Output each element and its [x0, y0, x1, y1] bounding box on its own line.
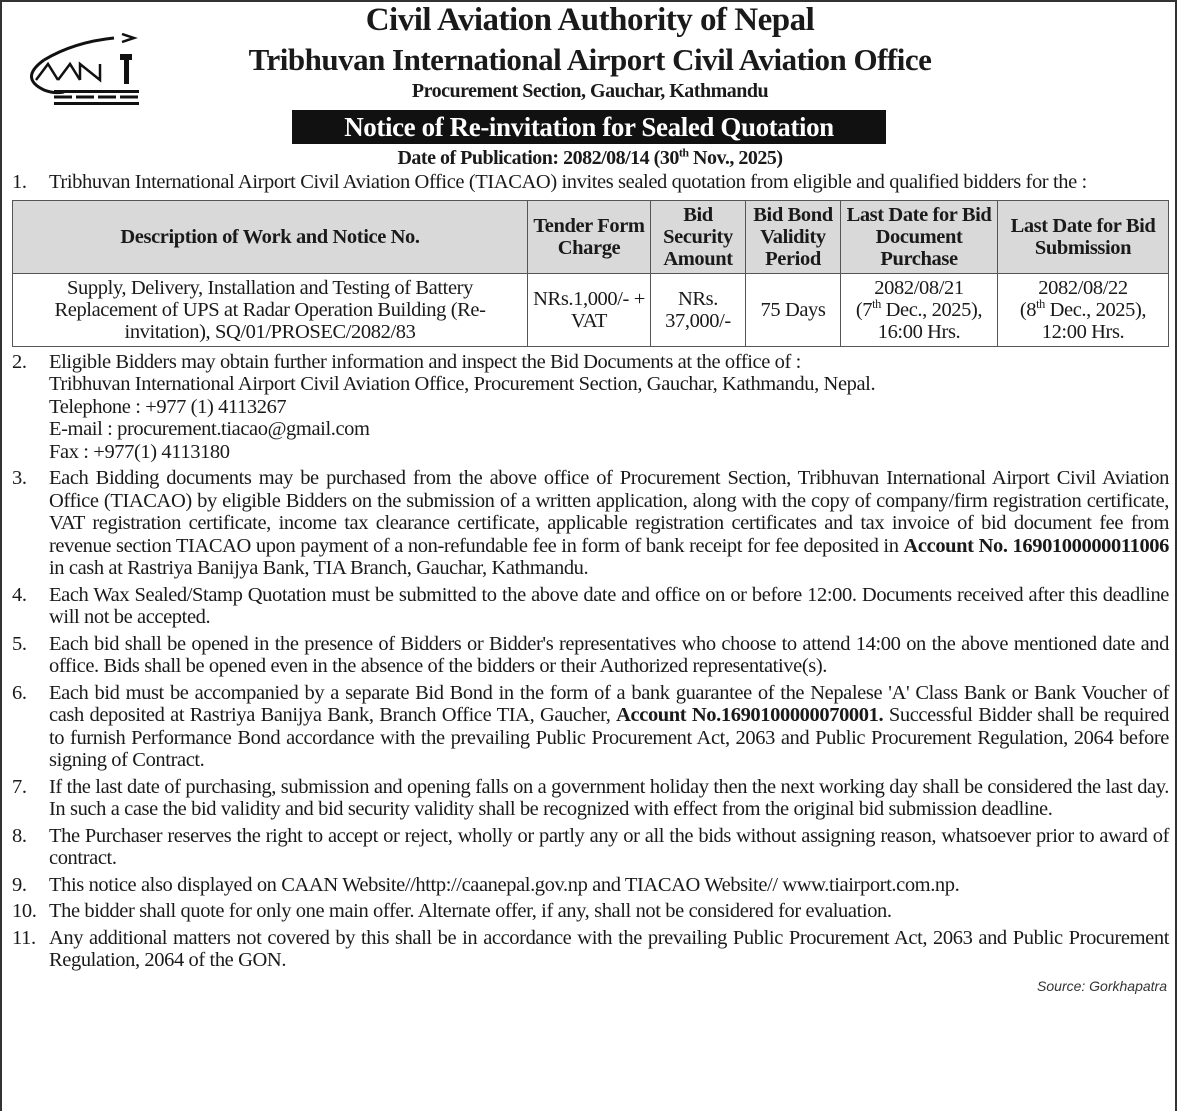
- cell-purchase-date: [841, 273, 998, 346]
- col-validity: Bid Bond Validity Period: [746, 200, 841, 273]
- date-ad: (8: [1019, 298, 1037, 321]
- clause-text: Tribhuvan International Airport Civil Aviation Office (TIACAO) invites sealed quotation from eligible and qualified bidders for the :: [49, 171, 1087, 193]
- account-number: Account No. 1690100000011006: [903, 534, 1169, 557]
- clause-text: If the last date of purchasing, submission and opening falls on a government holiday then the next working day shall be considered the last day. In such a case the bid validity and bid security validity shall be recognized with effect from the original bid submission deadline.: [49, 775, 1169, 820]
- clause-text: Each bid must be accompanied by a separate Bid Bond in the form of a bank guarantee of the Nepalese 'A' Class Bank or Bank Voucher of cash deposited at Rastriya Banijya Bank, Branch Office TIA, Gaucher,: [49, 681, 1169, 726]
- date-sup: th: [872, 296, 881, 311]
- clause-text-cont: Successful Bidder shall be required to furnish Performance Bond accordance with the prevailing Public Procurement Act, 2063 and Public Procurement Regulation, 2064 before signing of Contract.: [49, 704, 1169, 771]
- date-ad-suffix: Dec., 2025),: [1044, 298, 1147, 321]
- clause-number: 10.: [12, 900, 37, 922]
- clause-number: 8.: [12, 824, 27, 847]
- cell-tender-fee: NRs.1,000/- + VAT: [528, 273, 651, 346]
- date-text: Date of Publication: 2082/08/14 (30: [397, 147, 679, 169]
- cell-bid-security: NRs. 37,000/-: [651, 273, 746, 346]
- clause-5: [12, 633, 1169, 678]
- org-title: Civil Aviation Authority of Nepal: [365, 2, 815, 38]
- date-text-suffix: Nov., 2025): [688, 147, 783, 169]
- time: 12:00 Hrs.: [1041, 320, 1125, 343]
- clause-text: Each bid shall be opened in the presence of Bidders or Bidder's representatives who choose to attend 14:00 on the above mentioned date and office. Bids shall be opened even in the absence of the bidders or their Authorized representative(s).: [49, 632, 1169, 677]
- clause-7: [12, 776, 1169, 821]
- clause-6: [12, 682, 1169, 772]
- clause-text: This notice also displayed on CAAN Website//http://caanepal.gov.np and TIACAO Website// www.tiairport.com.np.: [49, 873, 960, 896]
- cell-submission-date: [998, 273, 1169, 346]
- clause-number: 6.: [12, 681, 27, 704]
- col-tender-fee: Tender Form Charge: [528, 200, 651, 273]
- clause-number: 5.: [12, 632, 27, 655]
- clause-text-cont: in cash at Rastriya Banijya Bank, TIA Branch, Gauchar, Kathmandu.: [49, 557, 589, 579]
- email: E-mail : procurement.tiacao@gmail.com: [49, 418, 370, 440]
- telephone: Telephone : +977 (1) 4113267: [49, 395, 287, 418]
- clause-number: 1.: [12, 171, 27, 193]
- col-purchase-date: Last Date for Bid Document Purchase: [841, 200, 998, 273]
- date: 2082/08/22: [1038, 276, 1128, 299]
- date-sup: th: [1036, 296, 1045, 311]
- clause-8: [12, 825, 1169, 870]
- date-ad: (7: [855, 298, 873, 321]
- clause-9: [12, 874, 1169, 897]
- date-ad-suffix: Dec., 2025),: [880, 298, 983, 321]
- clause-number: 3.: [12, 467, 27, 489]
- clause-number: 2.: [12, 350, 27, 373]
- office-address: Tribhuvan International Airport Civil Aviation Office, Procurement Section, Gauchar, Kathmandu, Nepal.: [49, 373, 876, 395]
- clause-text: The bidder shall quote for only one main offer. Alternate offer, if any, shall not be considered for evaluation.: [49, 900, 892, 922]
- section-subtitle: Procurement Section, Gauchar, Kathmandu: [411, 80, 769, 102]
- date-sup: th: [678, 145, 689, 160]
- notice-title-banner: Notice of Re-invitation for Sealed Quotation: [292, 110, 886, 144]
- source-credit: Source: Gorkhapatra: [1037, 977, 1167, 994]
- col-submission-date: Last Date for Bid Submission: [998, 200, 1169, 273]
- clause-text: Eligible Bidders may obtain further information and inspect the Bid Documents at the office of :: [49, 350, 801, 373]
- clause-number: 9.: [12, 873, 27, 896]
- account-number: Account No.1690100000070001.: [616, 704, 884, 726]
- clause-text: Each Bidding documents may be purchased from the above office of Procurement Section, Tribhuvan International Airport Civil Aviation Office (TIACAO) by eligible Bidders on the submission of a written application, along with the copy of company/firm registration certificate, VAT registration certificate, income tax clearance certificate, applicable registration certificates and tax invoice of bid document fee from revenue section TIACAO upon payment of a non-refundable fee in form of bank receipt for fee deposited in: [49, 467, 1169, 557]
- clause-11: [12, 927, 1169, 972]
- date: 2082/08/21: [874, 276, 964, 299]
- clause-10: [12, 900, 1169, 923]
- clause-4: [12, 584, 1169, 629]
- clause-number: 4.: [12, 583, 27, 606]
- col-bid-security: Bid Security Amount: [651, 200, 746, 273]
- cell-validity: 75 Days: [746, 273, 841, 346]
- time: 16:00 Hrs.: [877, 320, 961, 343]
- col-description: Description of Work and Notice No.: [13, 200, 528, 273]
- clause-number: 7.: [12, 775, 27, 798]
- clause-text: The Purchaser reserves the right to accept or reject, wholly or partly any or all the bids without assigning reason, whatsoever prior to award of contract.: [49, 824, 1169, 869]
- table-header-row: [13, 200, 1169, 273]
- cell-description: Supply, Delivery, Installation and Testing of Battery Replacement of UPS at Radar Operation Building (Re-invitation), SQ/01/PROSEC/2082/83: [13, 273, 528, 346]
- office-title: Tribhuvan International Airport Civil Aviation Office: [248, 42, 932, 77]
- clause-text: Any additional matters not covered by this shall be in accordance with the prevailing Public Procurement Act, 2063 and Public Procurement Regulation, 2064 of the GON.: [49, 926, 1169, 971]
- clause-number: 11.: [12, 926, 36, 949]
- clause-2: [12, 351, 1169, 464]
- tender-table: [12, 200, 1169, 347]
- table-row: [13, 273, 1169, 346]
- clause-text: Each Wax Sealed/Stamp Quotation must be submitted to the above date and office on or before 12:00. Documents received after this deadline will not be accepted.: [49, 583, 1169, 628]
- clause-3: [12, 467, 1169, 580]
- clause-1: [12, 171, 1169, 194]
- fax: Fax : +977(1) 4113180: [49, 440, 230, 463]
